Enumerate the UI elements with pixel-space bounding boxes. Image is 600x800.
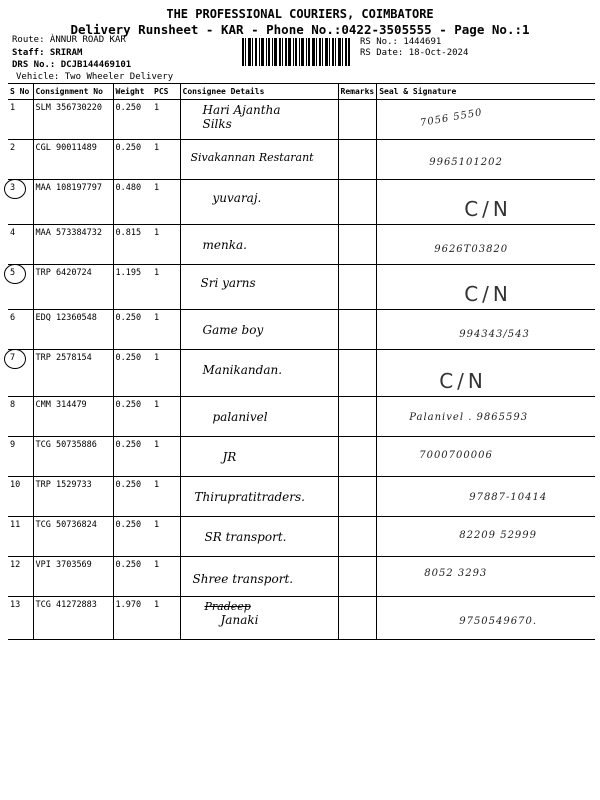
cn-mark: C/N bbox=[464, 197, 512, 221]
row-seal bbox=[377, 557, 595, 597]
row-seal bbox=[377, 597, 595, 640]
route-label: Route: ÀNNUR ROAD KAR bbox=[12, 35, 126, 45]
row-consignee bbox=[180, 437, 338, 477]
row-seal bbox=[377, 140, 595, 180]
row-sno: 5 bbox=[8, 265, 33, 310]
consignee-handwriting: JR bbox=[222, 450, 237, 464]
row-pcs: 1 bbox=[152, 557, 180, 597]
row-pcs: 1 bbox=[152, 477, 180, 517]
row-sno: 7 bbox=[8, 350, 33, 397]
row-weight: 0.250 bbox=[113, 517, 152, 557]
row-remarks bbox=[338, 265, 377, 310]
row-consignee bbox=[180, 477, 338, 517]
row-pcs: 1 bbox=[152, 350, 180, 397]
table-row bbox=[8, 310, 595, 350]
row-pcs: 1 bbox=[152, 140, 180, 180]
row-consignment: CMM 314479 bbox=[33, 397, 113, 437]
table-row bbox=[8, 477, 595, 517]
circle-mark bbox=[4, 179, 26, 199]
row-consignment: TCG 41272883 bbox=[33, 597, 113, 640]
row-weight: 0.815 bbox=[113, 225, 152, 265]
row-weight: 0.250 bbox=[113, 350, 152, 397]
row-consignee bbox=[180, 397, 338, 437]
row-remarks bbox=[338, 477, 377, 517]
row-remarks bbox=[338, 597, 377, 640]
signature-note: 97887-10414 bbox=[469, 492, 548, 503]
row-consignee bbox=[180, 350, 338, 397]
row-pcs: 1 bbox=[152, 310, 180, 350]
row-pcs: 1 bbox=[152, 180, 180, 225]
row-remarks bbox=[338, 180, 377, 225]
row-consignee bbox=[180, 310, 338, 350]
consignee-handwriting: Thirupratitraders. bbox=[194, 490, 305, 504]
row-consignment: SLM 356730220 bbox=[33, 100, 113, 140]
row-weight: 0.250 bbox=[113, 140, 152, 180]
col-pcs: PCS bbox=[152, 84, 180, 100]
row-consignment: MAA 573384732 bbox=[33, 225, 113, 265]
table-row bbox=[8, 265, 595, 310]
row-weight: 0.250 bbox=[113, 397, 152, 437]
row-remarks bbox=[338, 437, 377, 477]
table-row bbox=[8, 437, 595, 477]
circle-mark bbox=[4, 264, 26, 284]
table-row bbox=[8, 397, 595, 437]
row-pcs: 1 bbox=[152, 517, 180, 557]
signature-note: 9965101202 bbox=[429, 157, 503, 168]
row-weight: 0.250 bbox=[113, 100, 152, 140]
consignee-handwriting: menka. bbox=[202, 238, 247, 252]
consignee-handwriting: Sri yarns bbox=[200, 276, 256, 290]
row-seal bbox=[377, 477, 595, 517]
consignee-handwriting: Manikandan. bbox=[202, 363, 283, 377]
row-pcs: 1 bbox=[152, 437, 180, 477]
consignee-handwriting: Hari Ajantha Silks bbox=[202, 103, 281, 131]
runsheet-title: Delivery Runsheet - KAR - Phone No.:0422-3505555 - Page No.:1 bbox=[70, 22, 530, 37]
row-remarks bbox=[338, 140, 377, 180]
row-consignee bbox=[180, 225, 338, 265]
table-row bbox=[8, 180, 595, 225]
consignee-handwriting: Shree transport. bbox=[192, 572, 294, 586]
row-consignee bbox=[180, 100, 338, 140]
row-consignment: TCG 50735886 bbox=[33, 437, 113, 477]
row-remarks bbox=[338, 517, 377, 557]
signature-note: 994343/543 bbox=[459, 329, 530, 340]
row-seal bbox=[377, 225, 595, 265]
row-weight: 0.250 bbox=[113, 557, 152, 597]
rs-date: RS Date: 18-Oct-2024 bbox=[360, 48, 469, 58]
row-consignment: EDQ 12360548 bbox=[33, 310, 113, 350]
row-sno: 12 bbox=[8, 557, 33, 597]
row-remarks bbox=[338, 397, 377, 437]
row-seal bbox=[377, 397, 595, 437]
row-consignment: VPI 3703569 bbox=[33, 557, 113, 597]
signature-note: 82209 52999 bbox=[459, 530, 538, 541]
consignee-handwriting: Sivakannan Restarant bbox=[190, 151, 314, 164]
row-remarks bbox=[338, 310, 377, 350]
row-consignee bbox=[180, 597, 338, 640]
row-consignee bbox=[180, 517, 338, 557]
row-sno: 9 bbox=[8, 437, 33, 477]
row-remarks bbox=[338, 100, 377, 140]
consignee-handwriting: palanivel bbox=[212, 410, 268, 424]
col-weight: Weight bbox=[113, 84, 152, 100]
drs-label: DRS No.: DCJB144469101 bbox=[12, 60, 132, 70]
runsheet-table bbox=[8, 83, 595, 640]
table-header-row bbox=[8, 84, 595, 100]
row-seal bbox=[377, 180, 595, 225]
cn-mark: C/N bbox=[439, 369, 487, 393]
row-consignee bbox=[180, 140, 338, 180]
table-row bbox=[8, 100, 595, 140]
row-consignee bbox=[180, 557, 338, 597]
col-consignment: Consignment No bbox=[33, 84, 113, 100]
col-sno: S No bbox=[8, 84, 33, 100]
row-sno: 3 bbox=[8, 180, 33, 225]
row-consignment: TRP 1529733 bbox=[33, 477, 113, 517]
consignee-handwriting: SR transport. bbox=[204, 530, 287, 544]
consignee-handwriting: Game boy bbox=[202, 323, 264, 337]
row-seal bbox=[377, 100, 595, 140]
row-consignment: TRP 6420724 bbox=[33, 265, 113, 310]
signature-note: 9750549670. bbox=[459, 616, 538, 627]
row-sno: 13 bbox=[8, 597, 33, 640]
row-remarks bbox=[338, 557, 377, 597]
row-sno: 1 bbox=[8, 100, 33, 140]
row-consignment: TCG 50736824 bbox=[33, 517, 113, 557]
row-pcs: 1 bbox=[152, 597, 180, 640]
vehicle-label: Vehicle: Two Wheeler Delivery bbox=[16, 72, 174, 82]
row-seal bbox=[377, 310, 595, 350]
row-weight: 0.250 bbox=[113, 310, 152, 350]
row-pcs: 1 bbox=[152, 265, 180, 310]
signature-note: Palanivel . 9865593 bbox=[409, 412, 529, 423]
row-sno: 2 bbox=[8, 140, 33, 180]
row-seal bbox=[377, 265, 595, 310]
rs-number: RS No.: 1444691 bbox=[360, 37, 442, 47]
signature-note: 8052 3293 bbox=[424, 568, 488, 579]
row-pcs: 1 bbox=[152, 225, 180, 265]
col-consignee: Consignee Details bbox=[180, 84, 338, 100]
row-seal bbox=[377, 517, 595, 557]
signature-note: 9626T03820 bbox=[434, 244, 509, 255]
row-seal bbox=[377, 437, 595, 477]
staff-label: Staff: SRIRAM bbox=[12, 48, 83, 58]
row-sno: 10 bbox=[8, 477, 33, 517]
row-weight: 0.480 bbox=[113, 180, 152, 225]
struck-consignee: Pradeep bbox=[204, 600, 251, 613]
row-consignee bbox=[180, 265, 338, 310]
signature-note: 7000700006 bbox=[419, 450, 493, 461]
table-row bbox=[8, 225, 595, 265]
col-seal: Seal & Signature bbox=[377, 84, 595, 100]
barcode-image bbox=[242, 38, 350, 66]
company-title: THE PROFESSIONAL COURIERS, COIMBATORE bbox=[166, 7, 434, 21]
circle-mark bbox=[4, 349, 26, 369]
row-remarks bbox=[338, 350, 377, 397]
row-weight: 1.195 bbox=[113, 265, 152, 310]
row-weight: 1.970 bbox=[113, 597, 152, 640]
row-sno: 11 bbox=[8, 517, 33, 557]
row-weight: 0.250 bbox=[113, 437, 152, 477]
row-seal bbox=[377, 350, 595, 397]
table-row bbox=[8, 140, 595, 180]
row-consignment: CGL 90011489 bbox=[33, 140, 113, 180]
row-consignment: MAA 108197797 bbox=[33, 180, 113, 225]
consignee-handwriting: yuvaraj. bbox=[212, 191, 262, 205]
row-sno: 4 bbox=[8, 225, 33, 265]
table-row bbox=[8, 557, 595, 597]
consignee-handwriting: Janaki bbox=[220, 613, 259, 627]
col-remarks: Remarks bbox=[338, 84, 377, 100]
cn-mark: C/N bbox=[464, 282, 512, 306]
row-pcs: 1 bbox=[152, 100, 180, 140]
row-sno: 6 bbox=[8, 310, 33, 350]
signature-note: 7056 5550 bbox=[419, 107, 484, 129]
row-consignee bbox=[180, 180, 338, 225]
table-row bbox=[8, 517, 595, 557]
table-row bbox=[8, 350, 595, 397]
row-remarks bbox=[338, 225, 377, 265]
row-pcs: 1 bbox=[152, 397, 180, 437]
row-consignment: TRP 2578154 bbox=[33, 350, 113, 397]
row-weight: 0.250 bbox=[113, 477, 152, 517]
row-sno: 8 bbox=[8, 397, 33, 437]
table-row bbox=[8, 597, 595, 640]
